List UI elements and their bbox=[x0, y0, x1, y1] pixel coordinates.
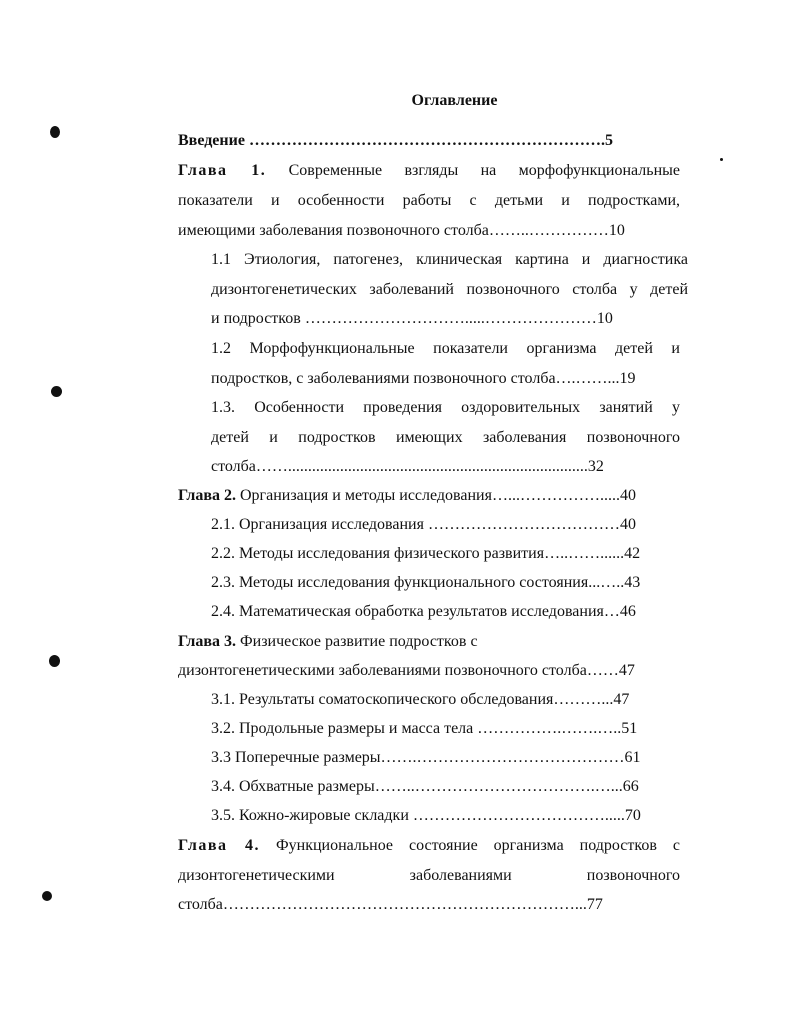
chapter-2-title: Организация и методы исследования…...…………….....40 bbox=[240, 487, 636, 504]
toc-entry-chapter-2 bbox=[178, 486, 636, 506]
chapter-4-title-word-1: дизонтогенетическими bbox=[178, 867, 335, 884]
chapter-4-label: Глава 4. bbox=[178, 837, 260, 854]
toc-entry-3-2: 3.2. Продольные размеры и масса тела …………….…….…..51 bbox=[211, 720, 638, 737]
toc-entry-1-3-line-1: 1.3. Особенности проведения оздоровительных занятий у bbox=[211, 399, 680, 416]
chapter-2-label: Глава 2. bbox=[178, 487, 236, 504]
toc-entry-intro: Введение ………………………………………………………….5 bbox=[178, 132, 613, 149]
scan-mark-4 bbox=[42, 891, 52, 901]
toc-entry-chapter-4-line-2 bbox=[178, 866, 680, 886]
toc-entry-1-3-line-2: детей и подростков имеющих заболевания позвоночного bbox=[211, 429, 680, 446]
chapter-1-label: Глава 1. bbox=[178, 162, 267, 179]
toc-entry-1-1-line-3: и подростков ………………………….....…………………10 bbox=[211, 310, 613, 327]
toc-entry-1-1-line-2: дизонтогенетических заболеваний позвоночного столба у детей bbox=[211, 281, 688, 298]
chapter-4-title-word-2: заболеваниями bbox=[409, 867, 512, 884]
toc-entry-chapter-1-line-1 bbox=[178, 161, 680, 181]
toc-entry-1-1-line-1: 1.1 Этиология, патогенез, клиническая картина и диагностика bbox=[211, 251, 688, 268]
toc-entry-3-5: 3.5. Кожно-жировые складки ……………………………….....70 bbox=[211, 807, 641, 824]
chapter-4-title-part-1: Функциональное состояние организма подростков с bbox=[275, 837, 681, 854]
chapter-1-title-part-1: Современные взгляды на морфофункциональные bbox=[288, 162, 680, 179]
chapter-4-title-word-3: позвоночного bbox=[586, 867, 680, 884]
toc-entry-1-3-line-3: столба……...........................................................................32 bbox=[211, 458, 604, 475]
toc-entry-3-4: 3.4. Обхватные размеры……..…………………………….…...66 bbox=[211, 778, 639, 795]
scan-mark-1 bbox=[50, 126, 60, 138]
toc-entry-1-2-line-1: 1.2 Морфофункциональные показатели организма детей и bbox=[211, 340, 680, 357]
toc-entry-3-3: 3.3 Поперечные размеры…….…………………………………61 bbox=[211, 749, 641, 766]
scan-mark-2 bbox=[51, 386, 62, 397]
scan-speck-1 bbox=[720, 158, 723, 161]
toc-entry-chapter-3-line-2: дизонтогенетическими заболеваниями позвоночного столба……47 bbox=[178, 662, 635, 679]
toc-title: Оглавление bbox=[411, 92, 498, 109]
toc-entry-2-4: 2.4. Математическая обработка результатов исследования…46 bbox=[211, 603, 636, 620]
chapter-3-title-part-1: Физическое развитие подростков с bbox=[240, 633, 478, 650]
toc-entry-chapter-4-line-1 bbox=[178, 836, 680, 856]
toc-entry-3-1: 3.1. Результаты соматоскопического обследования………...47 bbox=[211, 691, 630, 708]
toc-entry-2-3: 2.3. Методы исследования функционального состояния...…..43 bbox=[211, 574, 641, 591]
toc-entry-2-2: 2.2. Методы исследования физического развития…..……......42 bbox=[211, 545, 641, 562]
toc-entry-1-2-line-2: подростков, с заболеваниями позвоночного столба….……...19 bbox=[211, 370, 636, 387]
toc-entry-chapter-1-line-3: имеющими заболевания позвоночного столба……..……………10 bbox=[178, 222, 625, 239]
toc-entry-chapter-4-line-3: столба…………………………………………………………...77 bbox=[178, 896, 603, 913]
scan-mark-3 bbox=[49, 655, 60, 667]
chapter-3-label: Глава 3. bbox=[178, 633, 236, 650]
toc-entry-chapter-3-line-1 bbox=[178, 632, 478, 652]
toc-entry-2-1: 2.1. Организация исследования ………………………………40 bbox=[211, 516, 636, 533]
toc-entry-chapter-1-line-2: показатели и особенности работы с детьми и подростками, bbox=[178, 192, 680, 209]
